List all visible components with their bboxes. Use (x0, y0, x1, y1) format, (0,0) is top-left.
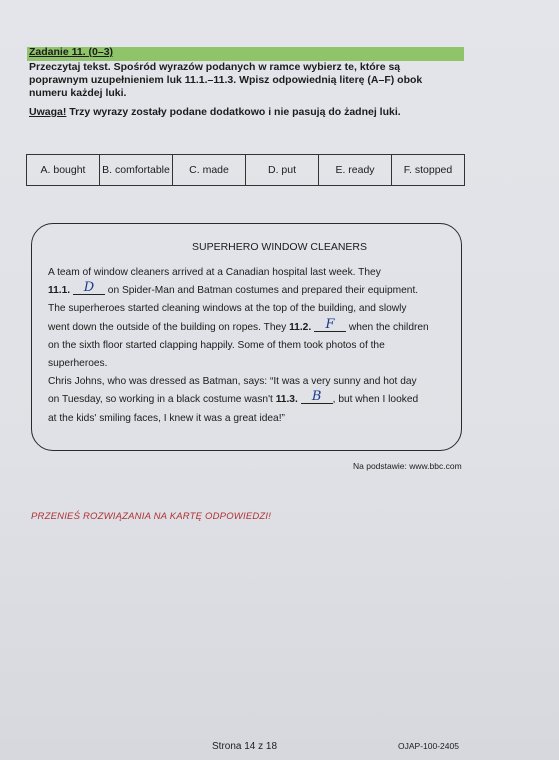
option-d: D. put (246, 155, 319, 185)
option-c: C. made (173, 155, 246, 185)
instruction-line: poprawnym uzupełnieniem luk 11.1.–11.3. Wpisz odpowiednią literę (A–F) obok (29, 74, 423, 86)
task-title: Zadanie 11. (0–3) (29, 46, 114, 58)
instruction-line: numeru każdej luki. (29, 87, 127, 99)
note-text: Trzy wyrazy zostały podane dodatkowo i nie pasują do żadnej luki. (66, 106, 401, 118)
text-line: superheroes. (48, 358, 108, 370)
text-line (48, 316, 453, 337)
option-f: F. stopped (403, 164, 453, 176)
page-number: Strona 14 z 18 (212, 741, 278, 752)
task-note (29, 106, 401, 118)
option-a: A. bought (27, 155, 100, 185)
text-line (48, 282, 453, 300)
paragraph-1 (48, 264, 453, 428)
task-instructions (29, 61, 459, 100)
text-line: on the sixth floor started clapping happily. Some of them took photos of the (48, 339, 385, 351)
gap-3-answer[interactable]: B (301, 391, 333, 404)
note-label: Uwaga! (29, 106, 67, 118)
text-line: at the kids' smiling faces, I knew it was a great idea!” (48, 412, 285, 424)
instruction-line: Przeczytaj tekst. Spośród wyrazów podanych w ramce wybierz te, które są (29, 61, 401, 73)
text-line (48, 391, 453, 409)
word-options-box (26, 154, 465, 186)
text-fragment: on Tuesday, so working in a black costume wasn't (48, 394, 276, 406)
option-b: B. comfortable (100, 155, 173, 185)
exam-code: OJAP-100-2405 (398, 741, 459, 751)
gap-1-answer[interactable]: D (73, 282, 105, 295)
option-e: E. ready (319, 155, 392, 185)
gap-2-label: 11.2. (289, 321, 312, 333)
text-line: Chris Johns, who was dressed as Batman, says: “It was a very sunny and hot day (48, 376, 417, 388)
source-credit: Na podstawie: www.bbc.com (353, 461, 462, 471)
text-fragment: , but when I looked (332, 394, 419, 406)
text-line: The superheroes started cleaning windows at the top of the building, and slowly (48, 303, 407, 315)
gap-3-label: 11.3. (275, 394, 298, 406)
text-fragment: on Spider-Man and Batman costumes and prepared their equipment. (104, 285, 419, 297)
reading-text-title: SUPERHERO WINDOW CLEANERS (191, 241, 368, 253)
text-fragment: when the children (346, 321, 429, 333)
text-fragment: went down the outside of the building on ropes. They (48, 321, 290, 333)
gap-2-answer[interactable]: F (314, 319, 346, 332)
gap-1-label: 11.1. (48, 285, 71, 297)
text-line: A team of window cleaners arrived at a Canadian hospital last week. They (48, 267, 381, 278)
transfer-answers-note: PRZENIEŚ ROZWIĄZANIA NA KARTĘ ODPOWIEDZI! (31, 511, 272, 522)
